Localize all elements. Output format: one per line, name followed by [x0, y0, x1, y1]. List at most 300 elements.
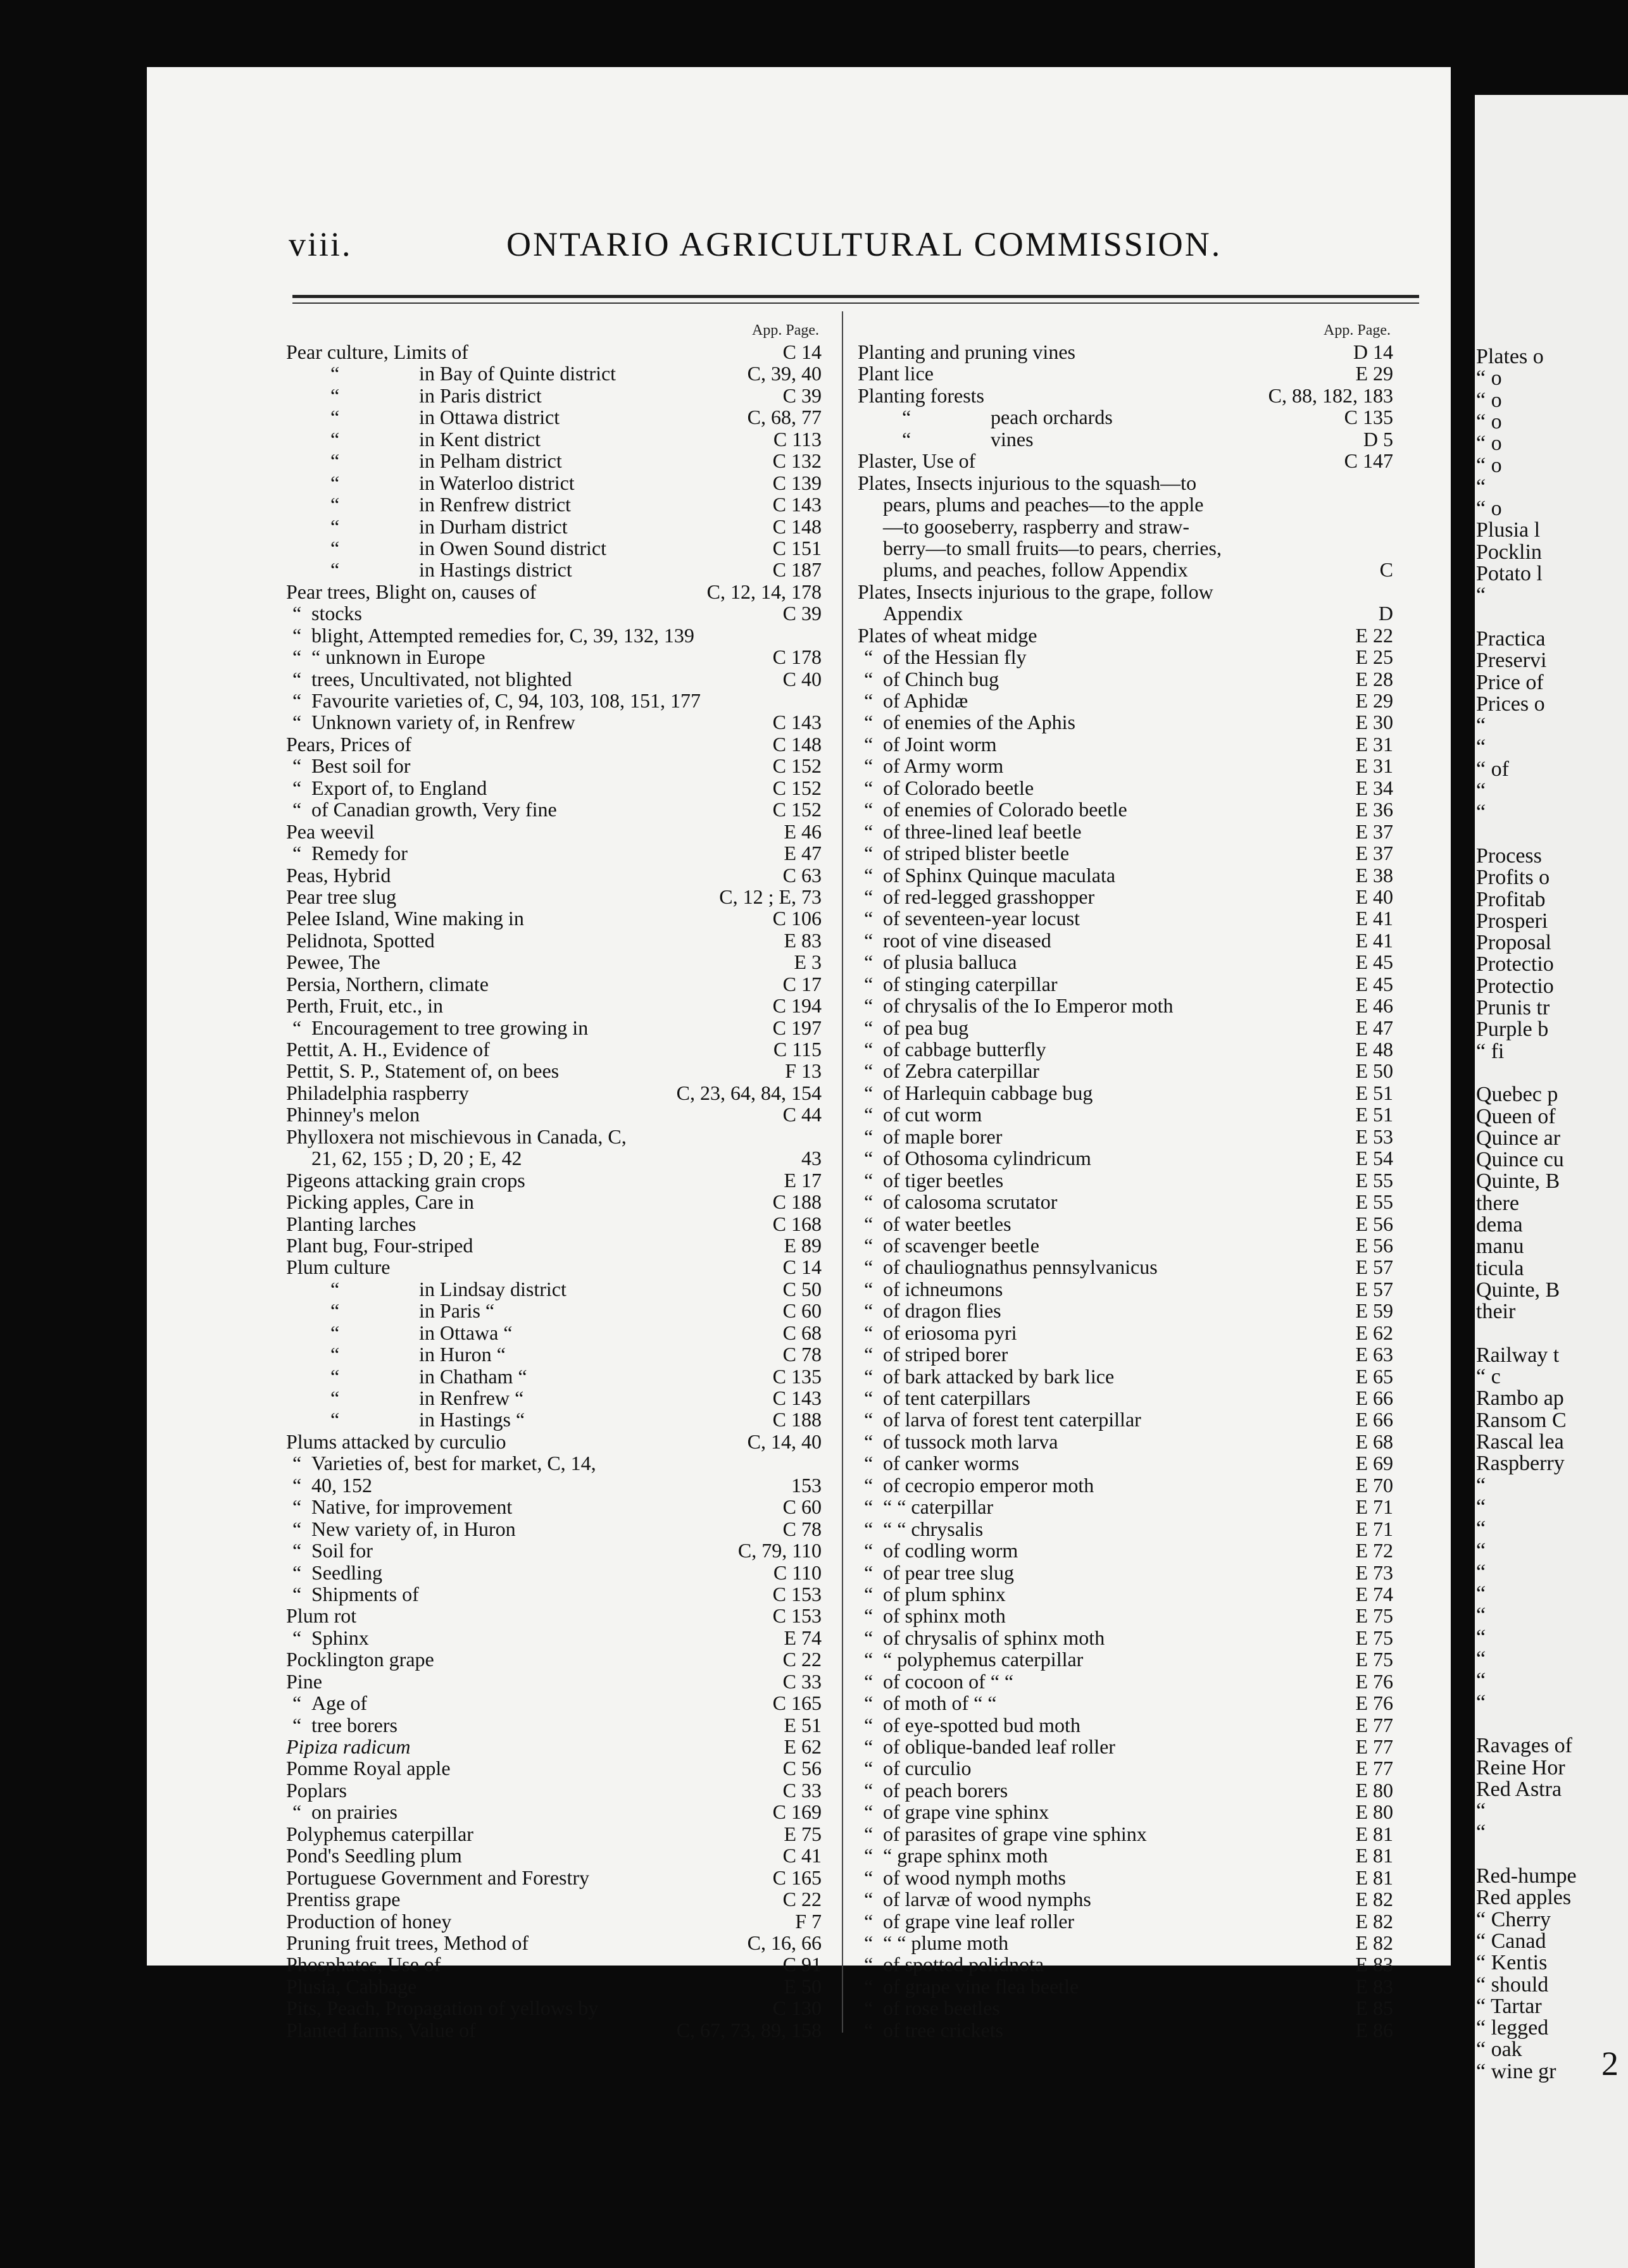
entry-text: of plum sphinx	[883, 1582, 1006, 1605]
entry-text: of moth of “ “	[883, 1692, 997, 1715]
ditto-mark: “	[864, 1321, 873, 1344]
index-entry	[858, 1757, 1393, 1779]
next-page-fragment: “	[1476, 1560, 1486, 1584]
index-entry	[858, 690, 1393, 711]
entry-reference: E 82	[1355, 1888, 1393, 1911]
entry-text: “ “ plume moth	[883, 1931, 1009, 1954]
next-page-fragment: Profitab	[1476, 887, 1546, 911]
next-page-fragment: Plates o	[1476, 345, 1544, 368]
index-entry	[286, 1823, 822, 1845]
entry-text: of Joint worm	[883, 732, 997, 756]
entry-reference: C 169	[772, 1800, 822, 1824]
entry-reference: C, 88, 182, 183	[1268, 383, 1393, 407]
entry-text: Poplars	[286, 1778, 347, 1802]
entry-reference: E 50	[784, 1974, 822, 1998]
ditto-mark: “	[330, 536, 340, 559]
entry-reference: E 83	[784, 928, 822, 952]
entry-text: Plates, Insects injurious to the squash—to	[858, 471, 1197, 494]
index-entry	[286, 581, 822, 602]
index-entry	[286, 1496, 822, 1517]
entry-reference: C 139	[772, 471, 822, 494]
next-page-fragment: Ravages of	[1476, 1734, 1573, 1758]
index-entry	[858, 1300, 1393, 1321]
entry-text: of larvæ of wood nymphs	[883, 1888, 1091, 1911]
entry-text: in Chatham “	[419, 1364, 527, 1388]
index-entry	[858, 1038, 1393, 1060]
index-column-left	[286, 320, 822, 2041]
index-entry	[286, 973, 822, 995]
entry-reference: E 17	[784, 1168, 822, 1192]
index-entry	[286, 472, 822, 494]
entry-text: of seventeen-year locust	[883, 907, 1080, 930]
entry-reference: C 41	[782, 1844, 822, 1867]
next-page-fragment: Protectio	[1476, 952, 1554, 976]
entry-reference: C 78	[782, 1517, 822, 1540]
entry-reference: E 3	[794, 950, 822, 974]
next-page-fragment: “	[1476, 1495, 1486, 1519]
entry-reference: C 39	[782, 602, 822, 625]
entry-text: Pigeons attacking grain crops	[286, 1168, 525, 1192]
entry-reference: E 70	[1355, 1473, 1393, 1497]
index-entry	[286, 341, 822, 363]
entry-text: Plant lice	[858, 362, 934, 385]
next-page-fragment: “	[1476, 735, 1486, 759]
ditto-mark: “	[292, 1016, 302, 1039]
entry-reference: C 113	[773, 427, 822, 451]
entry-reference: F 7	[795, 1909, 822, 1933]
entry-text: of oblique-banded leaf roller	[883, 1735, 1115, 1758]
index-entry	[858, 516, 1393, 537]
entry-text: in Bay of Quinte district	[419, 362, 617, 385]
index-entry	[286, 385, 822, 406]
entry-reference: E 22	[1355, 623, 1393, 647]
index-entry	[286, 428, 822, 450]
entry-text: of dragon flies	[883, 1299, 1001, 1323]
entry-text: of pea bug	[883, 1016, 969, 1039]
entry-reference: C 60	[782, 1495, 822, 1519]
next-page-fragment: “ o	[1476, 432, 1502, 456]
index-entry	[858, 1191, 1393, 1212]
index-entry	[286, 1779, 822, 1801]
entry-text: vines	[991, 427, 1034, 451]
entry-reference: C 152	[772, 776, 822, 799]
entry-reference: C 130	[772, 1997, 822, 2020]
ditto-mark: “	[292, 667, 302, 690]
entry-text: plums, and peaches, follow Appendix	[883, 558, 1188, 582]
ditto-mark: “	[330, 514, 340, 538]
entry-text: “ unknown in Europe	[311, 645, 485, 669]
entry-reference: C 33	[782, 1778, 822, 1802]
entry-reference: C 194	[772, 994, 822, 1018]
ditto-mark: “	[864, 1778, 873, 1802]
entry-text: in Paris “	[419, 1299, 495, 1323]
next-page-fragment: “	[1476, 1647, 1486, 1671]
index-entry	[286, 1845, 822, 1866]
index-entry	[286, 1169, 822, 1191]
next-page-fragment: Red-humpe	[1476, 1864, 1577, 1888]
ditto-mark: “	[864, 1081, 873, 1104]
entry-text: of sphinx moth	[883, 1604, 1006, 1628]
index-entry	[286, 1256, 822, 1278]
index-entry	[858, 1801, 1393, 1822]
entry-text: in Hastings “	[419, 1408, 525, 1431]
index-entry	[286, 1235, 822, 1256]
entry-reference: F 13	[785, 1059, 822, 1083]
entry-text: Pelee Island, Wine making in	[286, 907, 524, 930]
ditto-mark: “	[864, 1953, 873, 1976]
entry-text: in Lindsay district	[419, 1277, 567, 1300]
entry-reference: E 66	[1355, 1408, 1393, 1431]
entry-text: Plums attacked by curculio	[286, 1430, 506, 1453]
entry-text: Plaster, Use of	[858, 449, 976, 473]
index-entry	[858, 733, 1393, 755]
index-entry	[286, 733, 822, 755]
entry-text: Phinney's melon	[286, 1103, 420, 1126]
entry-text: Plum culture	[286, 1256, 391, 1279]
entry-reference: E 31	[1355, 754, 1393, 778]
index-entry	[858, 1169, 1393, 1191]
index-entry	[858, 821, 1393, 842]
entry-reference: E 65	[1355, 1364, 1393, 1388]
entry-text: “ “ caterpillar	[883, 1495, 994, 1519]
next-page-fragment: “ should	[1476, 1972, 1549, 1997]
entry-text: of maple borer	[883, 1125, 1003, 1148]
index-entry	[858, 1452, 1393, 1474]
entry-reference: C, 39, 40	[747, 362, 822, 385]
entry-reference: C	[1379, 558, 1393, 582]
entry-reference: C 153	[772, 1604, 822, 1628]
index-entry	[858, 428, 1393, 450]
index-entry	[858, 755, 1393, 776]
entry-reference: C 151	[772, 536, 822, 559]
next-page-fragment: “ Cherry	[1476, 1907, 1551, 1931]
ditto-mark: “	[292, 1582, 302, 1605]
next-page-fragment: Purple b	[1476, 1018, 1549, 1042]
index-entry	[286, 1562, 822, 1583]
entry-reference: C 106	[772, 907, 822, 930]
index-entry	[286, 1540, 822, 1561]
ditto-mark: “	[864, 1669, 873, 1693]
index-entry	[858, 363, 1393, 384]
entry-text: Encouragement to tree growing in	[311, 1016, 589, 1039]
entry-reference: E 75	[1355, 1604, 1393, 1628]
entry-text: on prairies	[311, 1800, 398, 1824]
entry-text: Remedy for	[311, 842, 408, 865]
entry-text: Polyphemus caterpillar	[286, 1822, 473, 1845]
next-page-fragment: Reine Hor	[1476, 1755, 1565, 1779]
entry-text: of eye-spotted bud moth	[883, 1713, 1080, 1736]
next-page-fragment: Rambo ap	[1476, 1386, 1564, 1411]
entry-reference: E 82	[1355, 1931, 1393, 1954]
entry-text: of tent caterpillars	[883, 1386, 1030, 1409]
index-entry	[286, 516, 822, 537]
ditto-mark: “	[864, 1539, 873, 1562]
entry-text: of water beetles	[883, 1212, 1011, 1235]
index-entry	[858, 1431, 1393, 1452]
entry-reference: C 165	[772, 1692, 822, 1715]
next-page-fragment: Prunis tr	[1476, 996, 1550, 1019]
column-header-right: App. Page.	[1324, 322, 1391, 339]
entry-text: of pear tree slug	[883, 1561, 1015, 1584]
index-entry	[286, 1343, 822, 1365]
entry-reference: E 81	[1355, 1844, 1393, 1867]
entry-reference: C 135	[1344, 406, 1393, 429]
ditto-mark: “	[864, 1909, 873, 1933]
entry-reference: E 51	[1355, 1081, 1393, 1104]
next-page-fragment: “	[1476, 1473, 1486, 1497]
index-entry	[286, 1278, 822, 1300]
index-entry	[858, 864, 1393, 886]
entry-text: of the Hessian fly	[883, 645, 1027, 669]
entry-text: of peach borers	[883, 1778, 1008, 1802]
index-entry	[858, 1671, 1393, 1692]
entry-text: of spotted pelidnota	[883, 1953, 1044, 1976]
entry-text: in Kent district	[419, 427, 541, 451]
header-rule-thin	[292, 302, 1419, 304]
entry-reference: E 89	[784, 1233, 822, 1257]
index-entry	[286, 886, 822, 907]
entry-reference: E 76	[1355, 1669, 1393, 1693]
ditto-mark: “	[864, 1299, 873, 1323]
entry-reference: E 45	[1355, 972, 1393, 995]
entry-text: Pear trees, Blight on, causes of	[286, 580, 537, 603]
index-entry	[858, 1583, 1393, 1605]
ditto-mark: “	[330, 493, 340, 516]
entry-text: in Huron “	[419, 1343, 506, 1366]
ditto-mark: “	[292, 602, 302, 625]
next-page-fragment: “ legged	[1476, 2016, 1549, 2040]
entry-text: of Sphinx Quinque maculata	[883, 863, 1116, 887]
entry-text: Pea weevil	[286, 819, 375, 843]
entry-reference: E 71	[1355, 1517, 1393, 1540]
entry-reference: C 132	[772, 449, 822, 473]
index-entry	[858, 406, 1393, 428]
ditto-mark: “	[292, 689, 302, 712]
header-rule	[292, 295, 1419, 298]
entry-reference: E 45	[1355, 950, 1393, 974]
entry-text: of tussock moth larva	[883, 1430, 1058, 1453]
ditto-mark: “	[292, 1626, 302, 1649]
entry-reference: D 14	[1353, 340, 1393, 363]
ditto-mark: “	[864, 1168, 873, 1192]
ditto-mark: “	[292, 1495, 302, 1519]
next-page-fragment: “ Canad	[1476, 1929, 1546, 1953]
entry-reference: C 178	[772, 645, 822, 669]
entry-reference: C, 23, 64, 84, 154	[676, 1081, 822, 1104]
index-entry	[286, 690, 822, 711]
ditto-mark: “	[864, 689, 873, 712]
index-entry	[286, 1583, 822, 1605]
entry-text: Pettit, S. P., Statement of, on bees	[286, 1059, 560, 1083]
entry-text: “ grape sphinx moth	[883, 1844, 1048, 1867]
index-entry	[286, 1322, 822, 1343]
next-page-fragment: Queen of	[1476, 1104, 1556, 1128]
index-entry	[286, 1452, 822, 1474]
entry-reference: E 34	[1355, 776, 1393, 799]
next-page-fragment: “ fi	[1476, 1039, 1505, 1063]
index-entry	[858, 1474, 1393, 1496]
entry-reference: E 28	[1355, 667, 1393, 690]
entry-text: of cecropio emperor moth	[883, 1473, 1094, 1497]
index-entry	[858, 973, 1393, 995]
ditto-mark: “	[864, 1452, 873, 1475]
entry-reference: E 29	[1355, 689, 1393, 712]
entry-text: Planted farms, Value of	[286, 2018, 476, 2041]
entry-reference: C 22	[782, 1888, 822, 1911]
index-column-right	[858, 320, 1393, 2041]
next-page-fragment: “	[1476, 1604, 1486, 1628]
ditto-mark: “	[864, 819, 873, 843]
entry-text: Planting forests	[858, 383, 984, 407]
index-entry	[858, 559, 1393, 580]
entry-reference: C, 14, 40	[747, 1430, 822, 1453]
ditto-mark: “	[864, 1016, 873, 1039]
index-entry	[858, 1823, 1393, 1845]
index-entry	[286, 821, 822, 842]
next-page-fragment: “ of	[1476, 757, 1509, 781]
ditto-mark: “	[864, 1931, 873, 1954]
index-entry	[286, 1060, 822, 1081]
index-entry	[858, 1387, 1393, 1409]
next-page-fragment: “	[1476, 1669, 1486, 1693]
entry-text: of enemies of Colorado beetle	[883, 798, 1127, 821]
entry-reference: E 77	[1355, 1735, 1393, 1758]
entry-reference: E 62	[784, 1735, 822, 1758]
index-entry	[286, 1126, 822, 1147]
next-page-fragment: “ o	[1476, 497, 1502, 521]
entry-text: of chrysalis of the Io Emperor moth	[883, 994, 1174, 1018]
entry-reference: E 48	[1355, 1038, 1393, 1061]
entry-text: of codling worm	[883, 1539, 1018, 1562]
ditto-mark: “	[864, 1517, 873, 1540]
entry-reference: E 73	[1355, 1561, 1393, 1584]
ditto-mark: “	[864, 1430, 873, 1453]
next-page-fragment: there	[1476, 1191, 1519, 1215]
next-page-fragment: Process	[1476, 844, 1542, 868]
ditto-mark: “	[864, 1038, 873, 1061]
entry-text: of stinging caterpillar	[883, 972, 1058, 995]
entry-text: Plates of wheat midge	[858, 623, 1037, 647]
entry-text: stocks	[311, 602, 362, 625]
index-entry	[286, 1671, 822, 1692]
entry-reference: 43	[801, 1147, 822, 1170]
entry-reference: C 143	[772, 711, 822, 734]
index-entry	[286, 1736, 822, 1757]
next-page-fragment: Quince cu	[1476, 1148, 1564, 1172]
entry-reference: E 36	[1355, 798, 1393, 821]
index-entry	[858, 1867, 1393, 1888]
ditto-mark: “	[292, 623, 302, 647]
entry-text: of Aphidæ	[883, 689, 968, 712]
entry-text: in Durham district	[419, 514, 568, 538]
ditto-mark: “	[330, 362, 340, 385]
ditto-mark: “	[292, 842, 302, 865]
column-divider	[842, 311, 843, 2033]
index-entry	[286, 1627, 822, 1648]
entry-text: 21, 62, 155 ; D, 20 ; E, 42	[311, 1147, 522, 1170]
index-entry	[858, 1976, 1393, 1997]
entry-reference: E 46	[1355, 994, 1393, 1018]
entry-reference: E 63	[1355, 1343, 1393, 1366]
entry-text: trees, Uncultivated, not blighted	[311, 667, 572, 690]
entry-reference: C 135	[772, 1364, 822, 1388]
entry-text: of chrysalis of sphinx moth	[883, 1626, 1105, 1649]
entry-text: Seedling	[311, 1561, 382, 1584]
next-page-fragment: “	[1476, 1538, 1486, 1562]
ditto-mark: “	[292, 754, 302, 778]
index-entry	[858, 1845, 1393, 1866]
index-entry	[286, 995, 822, 1016]
entry-text: of chauliognathus pennsylvanicus	[883, 1256, 1158, 1279]
next-page-fragment: Ransom C	[1476, 1408, 1567, 1432]
entry-reference: E 29	[1355, 362, 1393, 385]
index-entry	[286, 1017, 822, 1038]
ditto-mark: “	[864, 907, 873, 930]
entry-reference: C 165	[772, 1866, 822, 1889]
ditto-mark: “	[292, 1452, 302, 1475]
entry-text: Peas, Hybrid	[286, 863, 391, 887]
ditto-mark: “	[864, 798, 873, 821]
ditto-mark: “	[292, 1473, 302, 1497]
entry-text: berry—to small fruits—to pears, cherries,	[883, 536, 1222, 559]
ditto-mark: “	[864, 863, 873, 887]
index-entry	[858, 1235, 1393, 1256]
index-entry	[286, 1431, 822, 1452]
entry-reference: E 72	[1355, 1539, 1393, 1562]
ditto-mark: “	[864, 1713, 873, 1736]
next-page-fragment: Red Astra	[1476, 1777, 1562, 1801]
ditto-mark: “	[864, 1408, 873, 1431]
index-entry	[858, 494, 1393, 515]
entry-text: Plum rot	[286, 1604, 357, 1628]
ditto-mark: “	[864, 1212, 873, 1235]
ditto-mark: “	[864, 1800, 873, 1824]
entry-reference: C 188	[772, 1408, 822, 1431]
index-entry	[286, 1867, 822, 1888]
entry-text: Pipiza radicum	[286, 1735, 411, 1758]
entry-text: —to gooseberry, raspberry and straw-	[883, 514, 1189, 538]
entry-text: Soil for	[311, 1539, 373, 1562]
entry-reference: E 75	[784, 1822, 822, 1845]
entry-reference: E 57	[1355, 1277, 1393, 1300]
ditto-mark: “	[292, 1561, 302, 1584]
entry-text: Age of	[311, 1692, 367, 1715]
index-entry	[286, 494, 822, 515]
ditto-mark: “	[864, 928, 873, 952]
entry-text: of enemies of the Aphis	[883, 711, 1075, 734]
index-entry	[858, 1779, 1393, 1801]
entry-reference: E 25	[1355, 645, 1393, 669]
entry-reference: E 62	[1355, 1321, 1393, 1344]
entry-text: of wood nymph moths	[883, 1866, 1066, 1889]
entry-text: of cut worm	[883, 1103, 982, 1126]
entry-text: Pits, Peach, Propagation of yellows by	[286, 1997, 599, 2020]
entry-reference: C, 67, 73, 89, 158	[676, 2018, 822, 2041]
next-page-fragment: “	[1476, 801, 1486, 825]
index-entry	[858, 1932, 1393, 1953]
ditto-mark: “	[292, 1517, 302, 1540]
next-page-fragment: Quinte, B	[1476, 1169, 1560, 1193]
entry-text: in Pelham district	[419, 449, 562, 473]
index-entry	[858, 1278, 1393, 1300]
index-entry	[858, 995, 1393, 1016]
entry-reference: C, 68, 77	[747, 406, 822, 429]
index-entry	[286, 1997, 822, 2019]
ditto-mark: “	[864, 1822, 873, 1845]
index-entry	[286, 1104, 822, 1125]
index-entry	[858, 625, 1393, 646]
index-entry	[858, 951, 1393, 973]
